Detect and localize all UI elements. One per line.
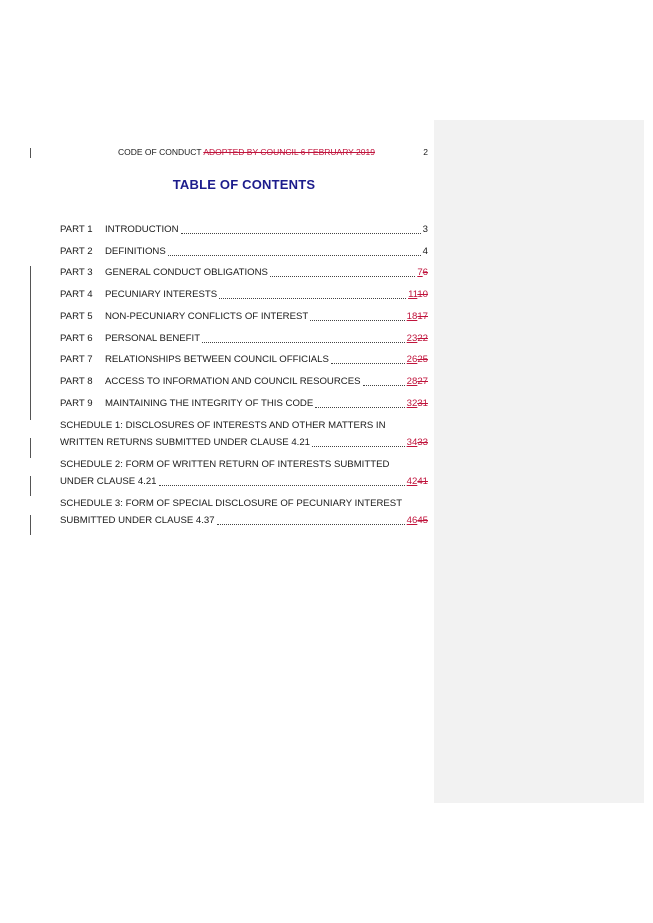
toc-entry-title: GENERAL CONDUCT OBLIGATIONS (105, 267, 268, 279)
toc-part-number: PART 1 (60, 224, 93, 235)
toc-leader-dots (219, 298, 406, 299)
toc-entry-title: PERSONAL BENEFIT (105, 332, 201, 344)
schedule-title-line[interactable]: SCHEDULE 2: FORM OF WRITTEN RETURN OF INTERESTS SUBMITTED (60, 459, 390, 470)
toc-entry-title: NON-PECUNIARY CONFLICTS OF INTEREST (105, 310, 309, 322)
toc-page-deleted: 41 (417, 476, 428, 487)
toc-entry-title: RELATIONSHIPS BETWEEN COUNCIL OFFICIALS (105, 354, 329, 366)
toc-page-inserted: 32 (406, 397, 418, 409)
toc-part-number: PART 7 (60, 354, 93, 366)
toc-entry-title: PECUNIARY INTERESTS (105, 289, 218, 301)
schedule-title-line: WRITTEN RETURNS SUBMITTED UNDER CLAUSE 4.21 (60, 437, 310, 448)
toc-page-number (407, 376, 428, 387)
toc-page-deleted: 6 (422, 267, 428, 279)
toc-leader-dots (202, 342, 405, 343)
toc-page-deleted: 10 (417, 289, 428, 301)
toc-page-inserted: 11 (408, 289, 418, 301)
schedule-title-line[interactable]: SCHEDULE 3: FORM OF SPECIAL DISCLOSURE OF PECUNIARY INTEREST (60, 498, 403, 509)
schedule-title-line: SUBMITTED UNDER CLAUSE 4.37 (60, 515, 215, 526)
toc-entry[interactable] (60, 224, 428, 238)
toc-page-number (407, 515, 428, 526)
toc-entry-title: INTRODUCTION (105, 224, 179, 235)
toc-page-inserted: 23 (406, 332, 418, 344)
toc-page-number: 3 (422, 224, 428, 235)
header-deleted-text: ADOPTED BY COUNCIL 6 FEBRUARY 2019 (203, 147, 375, 157)
toc-entry-title: MAINTAINING THE INTEGRITY OF THIS CODE (105, 397, 314, 409)
toc-leader-dots (331, 363, 405, 364)
header-text: CODE OF CONDUCT (118, 147, 204, 157)
toc-leader-dots (217, 524, 405, 525)
toc-page-deleted: 25 (417, 354, 428, 366)
toc-page-deleted: 22 (417, 332, 428, 344)
toc-entry[interactable] (60, 354, 428, 368)
toc-leader-dots (315, 407, 404, 408)
toc-page-number (408, 289, 428, 300)
toc-page-deleted: 33 (417, 437, 428, 448)
schedule-entry[interactable] (60, 476, 428, 490)
toc-entry[interactable] (60, 398, 428, 412)
toc-part-number: PART 3 (60, 267, 93, 279)
toc-page-deleted: 31 (417, 397, 428, 409)
toc-part-number: PART 6 (60, 332, 93, 344)
toc-page-number (407, 333, 428, 344)
toc-page-inserted: 42 (406, 476, 418, 487)
change-bar (30, 476, 31, 496)
toc-page-number (407, 398, 428, 409)
toc-part-number: PART 4 (60, 289, 93, 301)
toc-entry[interactable] (60, 376, 428, 390)
toc-leader-dots (181, 233, 421, 234)
toc-entry-title: ACCESS TO INFORMATION AND COUNCIL RESOURCES (105, 375, 361, 387)
toc-page-inserted: 26 (406, 354, 418, 366)
toc-page-inserted: 18 (406, 310, 418, 322)
toc-page-inserted: 46 (406, 515, 418, 526)
toc-leader-dots (310, 320, 404, 321)
header-title (118, 147, 375, 157)
toc-page-inserted: 7 (417, 267, 423, 279)
toc-page-inserted: 34 (406, 437, 418, 448)
toc-entry[interactable] (60, 333, 428, 347)
toc-page-inserted: 28 (406, 375, 418, 387)
toc-page-number (407, 476, 428, 487)
toc-part-number: PART 2 (60, 245, 93, 257)
change-bar (30, 266, 31, 420)
toc-leader-dots (312, 446, 405, 447)
toc-entry-title: DEFINITIONS (105, 245, 166, 257)
schedule-entry[interactable] (60, 515, 428, 529)
schedule-entry[interactable] (60, 437, 428, 451)
toc-entry[interactable] (60, 289, 428, 303)
toc-entry[interactable] (60, 311, 428, 325)
toc-page-deleted: 27 (417, 375, 428, 387)
page-header (60, 147, 428, 159)
toc-entry[interactable] (60, 246, 428, 260)
toc-part-number: PART 9 (60, 397, 93, 409)
toc-part-number: PART 8 (60, 375, 93, 387)
toc-page-number (407, 437, 428, 448)
change-bar (30, 148, 31, 158)
toc-page-number (407, 354, 428, 365)
toc-page-number: 4 (422, 245, 428, 257)
toc-page-number (417, 267, 428, 278)
toc-entry[interactable] (60, 267, 428, 281)
toc-part-number: PART 5 (60, 310, 93, 322)
schedule-title-line: UNDER CLAUSE 4.21 (60, 476, 157, 487)
change-bar (30, 438, 31, 458)
toc-title: TABLE OF CONTENTS (172, 177, 316, 192)
toc-page-number (407, 311, 428, 322)
toc-leader-dots (270, 276, 415, 277)
schedule-title-line[interactable]: SCHEDULE 1: DISCLOSURES OF INTERESTS AND OTHER MATTERS IN (60, 420, 386, 431)
header-page-number: 2 (423, 147, 428, 157)
toc-leader-dots (363, 385, 405, 386)
toc-leader-dots (159, 485, 405, 486)
change-bar (30, 515, 31, 535)
toc-page-deleted: 45 (417, 515, 428, 526)
comment-pane (434, 120, 644, 803)
toc-page-deleted: 17 (417, 310, 428, 322)
toc-leader-dots (168, 255, 421, 256)
